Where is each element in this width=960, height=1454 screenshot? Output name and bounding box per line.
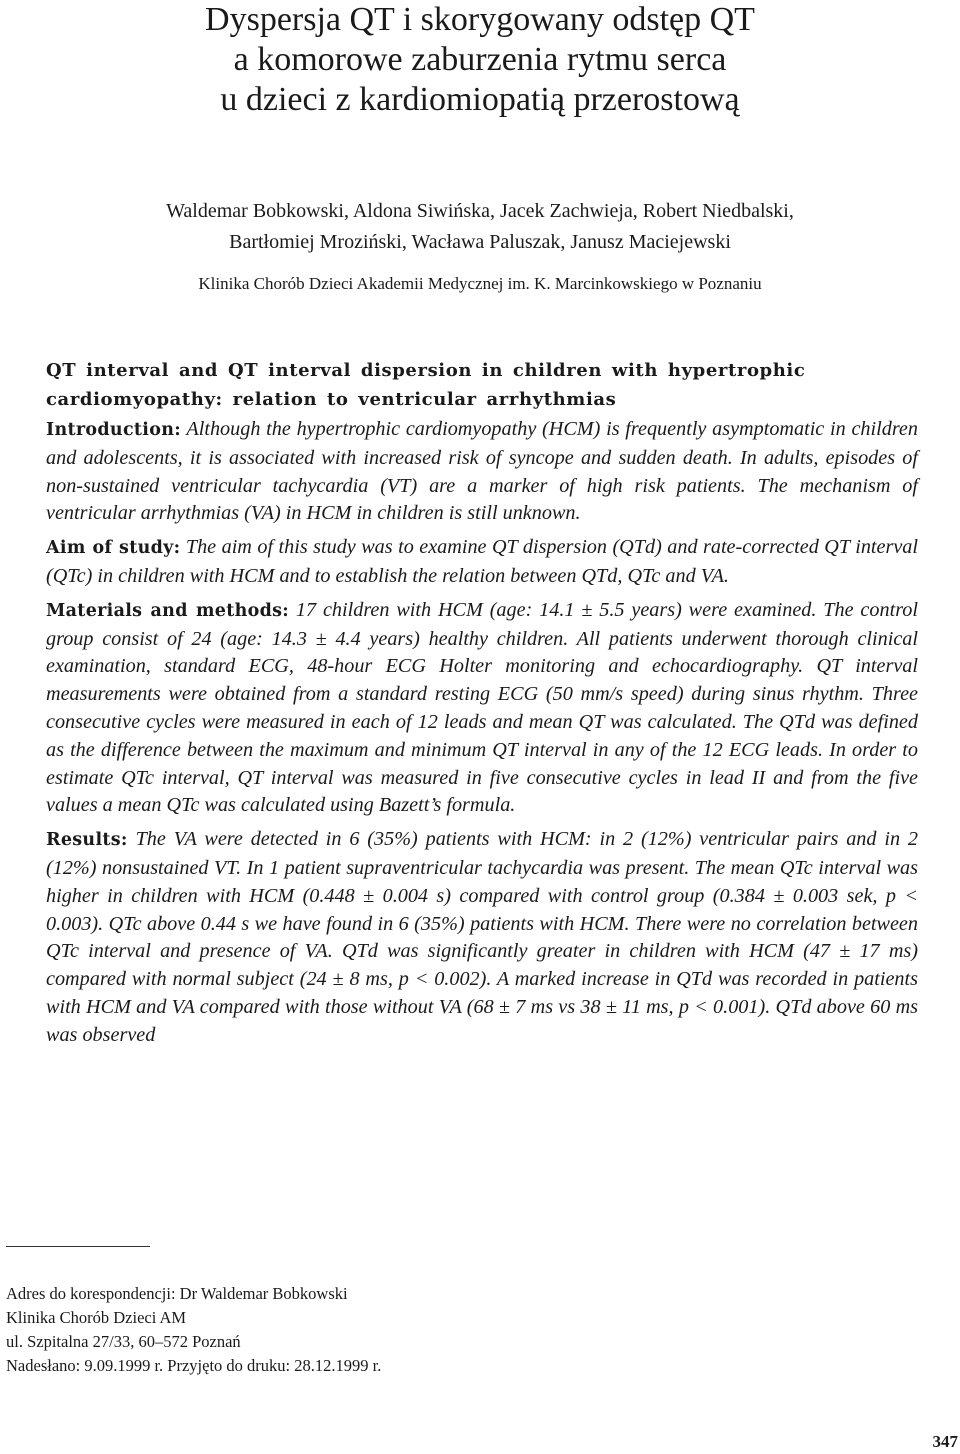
page-number: 347 [932, 1432, 958, 1451]
methods-text: 17 children with HCM (age: 14.1 ± 5.5 years) were examined. The control group consist of 24 (age: 14.3 ± 4.4 years) healthy children. All patients underwent thorough clinical examination, standard ECG, 48-hour ECG Holter monitoring and echocardiography. QT interval measurements were obtained from a standard resting ECG (50 mm/s speed) during sinus rhythm. Three consecutive cycles were measured in each of 12 leads and mean QT was calculated. The QTd was defined as the difference between the maximum and minimum QT interval in any of the 12 ECG leads. In order to estimate QTc interval, QT interval was measured in five consecutive cycles in lead II and from the five values a mean QTc was calculated using Bazett’s formula. [46, 598, 918, 817]
results-heading: Results: [46, 830, 128, 851]
title-line-2: a komorowe zaburzenia rytmu serca [233, 41, 727, 78]
title-line-3: u dzieci z kardiomiopatią przerostową [220, 81, 740, 118]
author-line-2: Bartłomiej Mroziński, Wacława Paluszak, Janusz Maciejewski [229, 231, 731, 253]
results-paragraph [46, 826, 918, 1049]
introduction-paragraph [46, 416, 918, 528]
methods-paragraph [46, 597, 918, 820]
author-line-1: Waldemar Bobkowski, Aldona Siwińska, Jacek Zachwieja, Robert Niedbalski, [166, 200, 794, 222]
footnote-divider [6, 1246, 150, 1247]
aim-paragraph [46, 534, 918, 591]
english-title: QT interval and QT interval dispersion in children with hypertrophic cardiomyopathy: relation to ventricular arrhythmias [46, 360, 806, 410]
aim-text: The aim of this study was to examine QT dispersion (QTd) and rate-corrected QT interval (QTc) in children with HCM and to establish the relation between QTd, QTc and VA. [46, 536, 918, 587]
abstract [46, 356, 918, 1056]
introduction-text: Although the hypertrophic cardiomyopathy (HCM) is frequently asymptomatic in children and adolescents, it is associated with increased risk of syncope and sudden death. In adults, episodes of non-sustained ventricular tachycardia (VT) are a marker of high risk patients. The mechanism of ventricular arrhythmias (VA) in HCM in children is still unknown. [46, 418, 918, 525]
results-text: The VA were detected in 6 (35%) patients with HCM: in 2 (12%) ventricular pairs and in 2 (12%) nonsustained VT. In 1 patient supraventricular tachycardia was present. The mean QTc interval was higher in children with HCM (0.448 ± 0.004 s) compared with control group (0.384 ± 0.003 sek, p < 0.003). QTc above 0.44 s we have found in 6 (35%) patients with HCM. There were no correlation between QTc interval and presence of VA. QTd was significantly greater in children with HCM (47 ± 17 ms) compared with normal subject (24 ± 8 ms, p < 0.002). A marked increase in QTd was recorded in patients with HCM and VA compared with those without VA (68 ± 7 ms vs 38 ± 11 ms, p < 0.001). QTd above 60 ms was observed [46, 828, 918, 1046]
aim-heading: Aim of study: [46, 538, 181, 559]
footnote-line-1: Adres do korespondencji: Dr Waldemar Bobkowski [6, 1284, 348, 1303]
methods-heading: Materials and methods: [46, 600, 290, 621]
affiliation: Klinika Chorób Dzieci Akademii Medycznej im. K. Marcinkowskiego w Poznaniu [198, 274, 762, 293]
author-list [40, 196, 920, 258]
introduction-heading: Introduction: [46, 420, 181, 440]
title-line-1: Dyspersja QT i skorygowany odstęp QT [205, 1, 755, 38]
footnote-line-3: ul. Szpitalna 27/33, 60–572 Poznań [6, 1332, 241, 1351]
footnote-line-2: Klinika Chorób Dzieci AM [6, 1308, 187, 1327]
correspondence-footnote [6, 1282, 806, 1378]
footnote-line-4: Nadesłano: 9.09.1999 r. Przyjęto do druku: 28.12.1999 r. [6, 1356, 382, 1375]
article-title [40, 0, 920, 120]
